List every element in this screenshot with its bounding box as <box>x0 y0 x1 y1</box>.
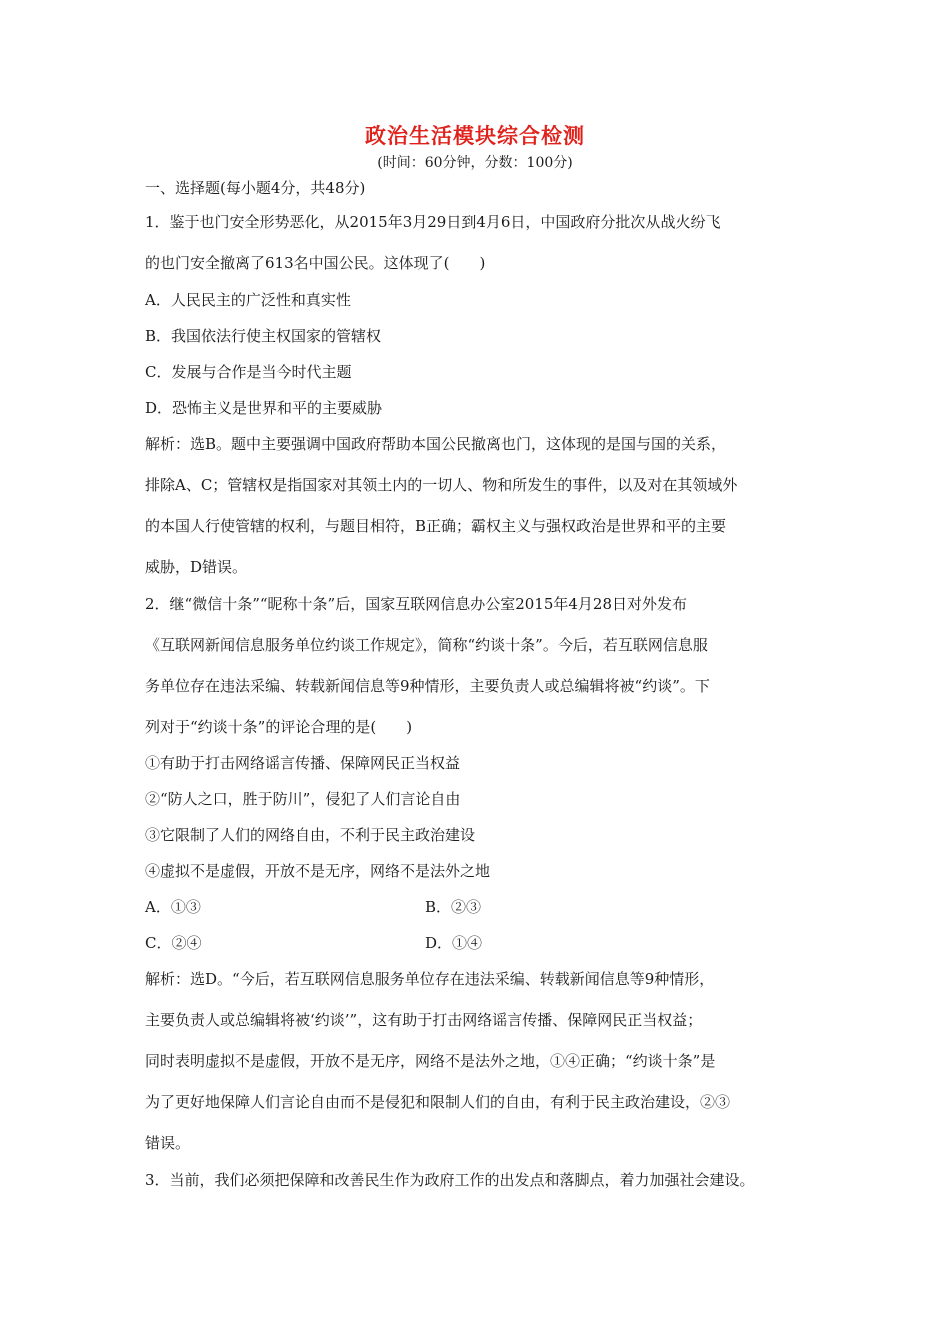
q1-option-a: A．人民民主的广泛性和真实性 <box>145 291 351 309</box>
q2-option-b: B．②③ <box>425 898 482 916</box>
exam-info: (时间：60分钟，分数：100分) <box>377 155 573 171</box>
q2-item-4: ④虚拟不是虚假，开放不是无序，网络不是法外之地 <box>145 862 491 880</box>
q1-analysis-line-1: 解析：选B。题中主要强调中国政府帮助本国公民撤离也门，这体现的是国与国的关系， <box>145 435 727 453</box>
q1-stem-line-2: 的也门安全撤离了613名中国公民。这体现了( ) <box>145 254 486 272</box>
q2-stem-line-4: 列对于“约谈十条”的评论合理的是( ) <box>145 718 413 736</box>
q3-stem-line-1: 3．当前，我们必须把保障和改善民生作为政府工作的出发点和落脚点，着力加强社会建设。 <box>145 1171 755 1189</box>
q1-stem-line-1: 1．鉴于也门安全形势恶化，从2015年3月29日到4月6日，中国政府分批次从战火纷飞 <box>145 213 721 231</box>
q2-analysis-line-1: 解析：选D。“今后，若互联网信息服务单位存在违法采编、转载新闻信息等9种情形， <box>145 970 715 988</box>
q1-analysis-line-2: 排除A、C；管辖权是指国家对其领土内的一切人、物和所发生的事件，以及对在其领域外 <box>145 476 738 494</box>
q1-analysis-line-3: 的本国人行使管辖的权利，与题目相符，B正确；霸权主义与强权政治是世界和平的主要 <box>145 517 727 535</box>
q2-stem-line-2: 《互联网新闻信息服务单位约谈工作规定》，简称“约谈十条”。今后，若互联网信息服 <box>145 636 708 654</box>
q1-option-b: B．我国依法行使主权国家的管辖权 <box>145 327 382 345</box>
q2-item-1: ①有助于打击网络谣言传播、保障网民正当权益 <box>145 754 461 772</box>
q2-option-d: D．①④ <box>425 934 483 952</box>
q2-option-c: C．②④ <box>145 934 202 952</box>
q2-item-2: ②“防人之口，胜于防川”，侵犯了人们言论自由 <box>145 790 461 808</box>
q1-analysis-line-4: 威胁，D错误。 <box>145 558 248 576</box>
q2-analysis-line-4: 为了更好地保障人们言论自由而不是侵犯和限制人们的自由，有利于民主政治建设，②③ <box>145 1093 731 1111</box>
q2-option-a: A．①③ <box>145 898 201 916</box>
q2-analysis-line-3: 同时表明虚拟不是虚假，开放不是无序，网络不是法外之地，①④正确；“约谈十条”是 <box>145 1052 716 1070</box>
q2-stem-line-1: 2．继“微信十条”“昵称十条”后，国家互联网信息办公室2015年4月28日对外发布 <box>145 595 688 613</box>
q2-analysis-line-2: 主要负责人或总编辑将被‘约谈’”，这有助于打击网络谣言传播、保障网民正当权益； <box>145 1011 703 1029</box>
q1-option-d: D．恐怖主义是世界和平的主要威胁 <box>145 399 383 417</box>
q2-item-3: ③它限制了人们的网络自由，不利于民主政治建设 <box>145 826 476 844</box>
section-heading: 一、选择题(每小题4分，共48分) <box>145 179 366 197</box>
q2-stem-line-3: 务单位存在违法采编、转载新闻信息等9种情形，主要负责人或总编辑将被“约谈”。下 <box>145 677 710 695</box>
document-title: 政治生活模块综合检测 <box>365 123 585 148</box>
q2-analysis-line-5: 错误。 <box>145 1134 191 1152</box>
q1-option-c: C．发展与合作是当今时代主题 <box>145 363 352 381</box>
